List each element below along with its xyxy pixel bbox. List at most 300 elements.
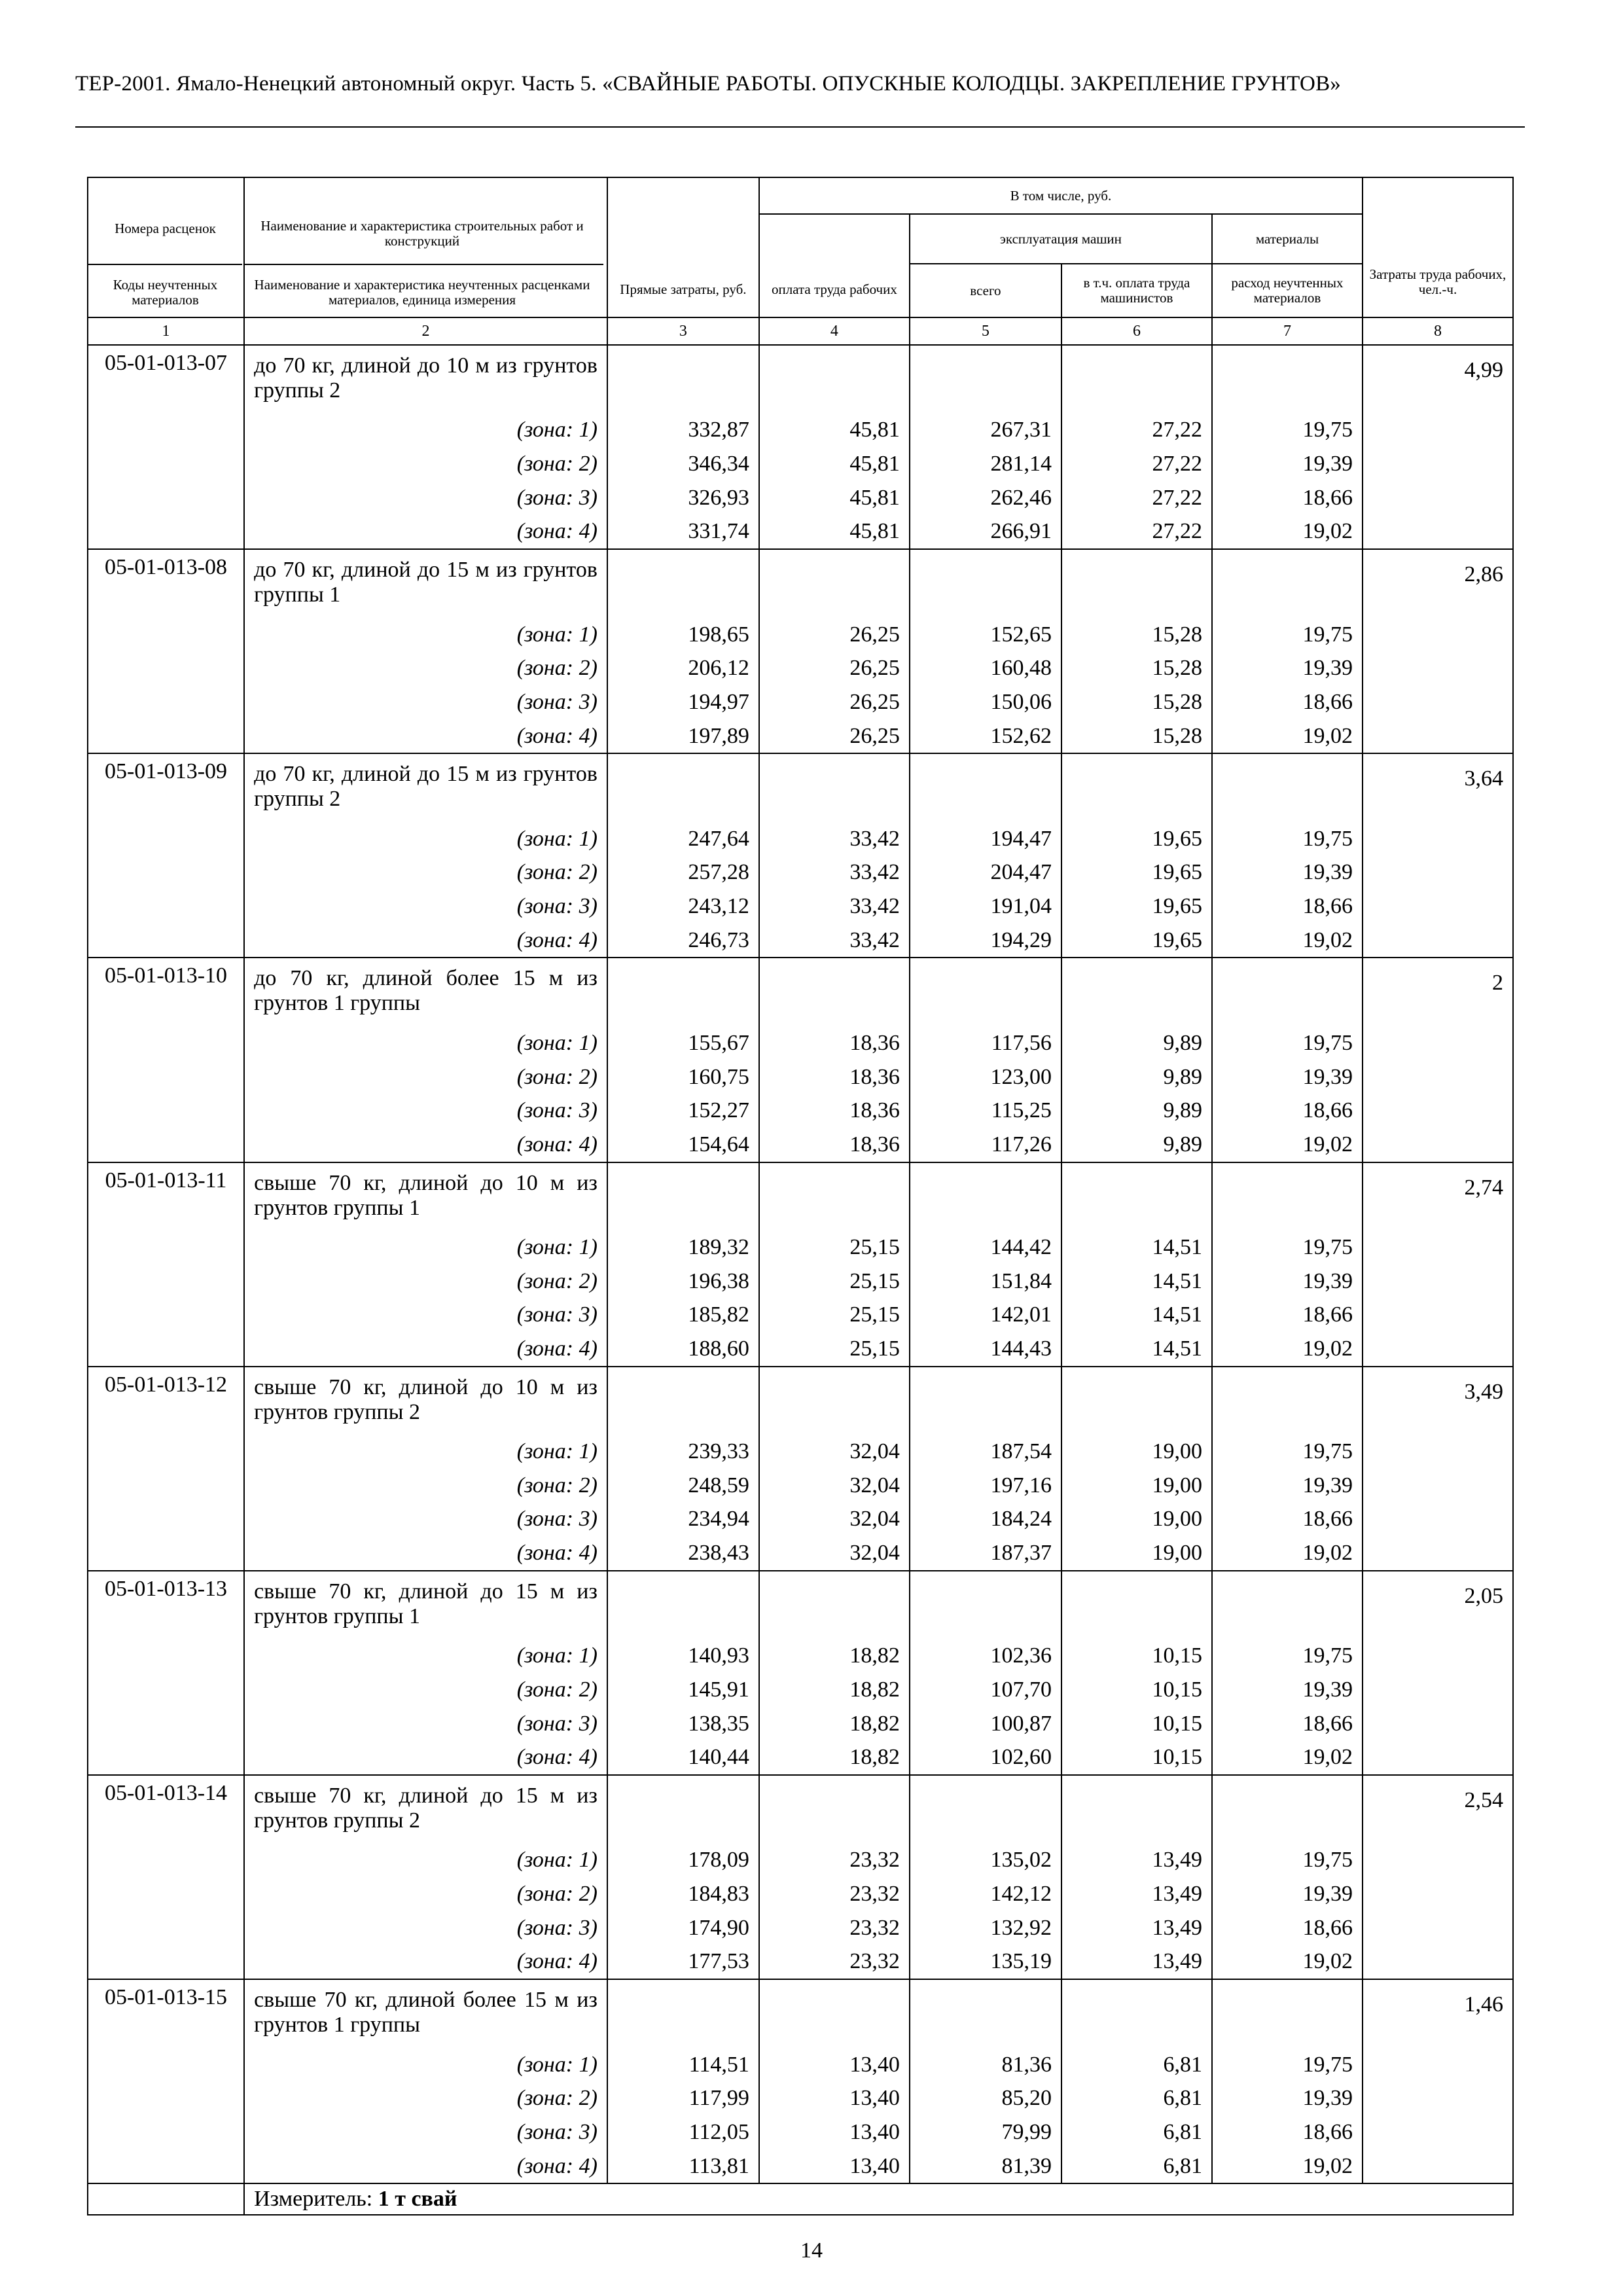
zone-label: (зона: 2) <box>516 452 597 476</box>
header-divider-col1 <box>88 264 242 265</box>
worker-wages-value: 23,32 <box>849 1882 900 1907</box>
zone-label: (зона: 1) <box>516 1848 597 1873</box>
operator-wages-value: 6,81 <box>1163 2119 1202 2144</box>
direct-cost-value: 346,34 <box>688 452 749 476</box>
labor-cost: 3,64 <box>1363 753 1513 958</box>
direct-cost-value: 239,33 <box>688 1439 749 1464</box>
rate-code: 05-01-013-09 <box>88 753 244 958</box>
worker-wages-value: 18,36 <box>849 1132 900 1157</box>
machine-cost-value: 115,25 <box>991 1098 1052 1123</box>
materials-cost-value: 19,39 <box>1302 2086 1353 2111</box>
labor-cost: 1,46 <box>1363 1979 1513 2183</box>
materials-cost-cell <box>1212 1162 1363 1367</box>
machine-cost-value: 191,04 <box>990 894 1052 919</box>
direct-cost-value: 257,28 <box>688 860 749 885</box>
machine-cost-value: 184,24 <box>990 1507 1052 1532</box>
zone-label: (зона: 2) <box>516 1677 597 1702</box>
machine-cost-value: 160,48 <box>990 656 1052 681</box>
machine-cost-value: 187,54 <box>990 1439 1052 1464</box>
direct-cost-value: 188,60 <box>688 1336 749 1361</box>
worker-wages-value: 18,36 <box>849 1098 900 1123</box>
worker-wages-value: 26,25 <box>849 656 900 681</box>
machine-cost-value: 204,47 <box>990 860 1052 885</box>
materials-cost-value: 19,75 <box>1302 1439 1353 1464</box>
worker-wages-value: 26,25 <box>849 689 900 714</box>
col-number: 3 <box>607 317 759 345</box>
direct-cost-cell <box>607 345 759 549</box>
col-number: 7 <box>1212 317 1363 345</box>
direct-cost-value: 140,93 <box>688 1643 749 1668</box>
rate-code: 05-01-013-12 <box>88 1367 244 1571</box>
zone-label: (зона: 4) <box>516 723 597 748</box>
zone-label: (зона: 4) <box>516 2153 597 2178</box>
operator-wages-value: 15,28 <box>1152 622 1202 647</box>
direct-cost-value: 247,64 <box>688 826 749 851</box>
materials-cost-value: 19,75 <box>1302 1848 1353 1873</box>
rate-code: 05-01-013-14 <box>88 1775 244 1979</box>
operator-wages-cell <box>1061 345 1212 549</box>
zone-label: (зона: 3) <box>516 1711 597 1736</box>
worker-wages-value: 13,40 <box>849 2153 900 2178</box>
rate-code: 05-01-013-11 <box>88 1162 244 1367</box>
worker-wages-value: 33,42 <box>849 826 900 851</box>
operator-wages-cell <box>1061 1979 1212 2183</box>
machine-cost-value: 81,36 <box>1001 2052 1052 2077</box>
work-description: до 70 кг, длиной более 15 м из грунтов 1 группы <box>254 966 597 1016</box>
zone-label: (зона: 1) <box>516 1439 597 1464</box>
direct-cost-value: 160,75 <box>688 1064 749 1089</box>
worker-wages-value: 13,40 <box>849 2052 900 2077</box>
machine-cost-value: 197,16 <box>990 1473 1052 1498</box>
operator-wages-value: 9,89 <box>1163 1030 1202 1055</box>
col-number: 4 <box>759 317 910 345</box>
machine-cost-cell <box>910 958 1061 1162</box>
document-header: ТЕР-2001. Ямало-Ненецкий автономный округ. Часть 5. «СВАЙНЫЕ РАБОТЫ. ОПУСКНЫЕ КОЛОДЦЫ. ЗАКРЕПЛЕНИЕ ГРУНТОВ» <box>75 72 1341 96</box>
materials-cost-value: 18,66 <box>1302 1507 1353 1532</box>
operator-wages-value: 13,49 <box>1152 1915 1202 1940</box>
zone-label: (зона: 4) <box>516 1745 597 1770</box>
price-table-body <box>88 345 1513 2183</box>
measurer-row <box>88 2183 1513 2215</box>
operator-wages-value: 10,15 <box>1152 1677 1202 1702</box>
worker-wages-value: 18,82 <box>849 1677 900 1702</box>
description-cell <box>244 1775 607 1979</box>
table-row <box>88 1162 1513 1367</box>
worker-wages-value: 18,82 <box>849 1711 900 1736</box>
machine-cost-value: 132,92 <box>990 1915 1052 1940</box>
worker-wages-value: 23,32 <box>849 1949 900 1974</box>
col2-header-top: Наименование и характеристика строительных работ и конструкций <box>260 218 584 249</box>
machine-cost-cell <box>910 549 1061 753</box>
machine-cost-cell <box>910 1775 1061 1979</box>
operator-wages-cell <box>1061 958 1212 1162</box>
col4-header: оплата труда рабочих <box>759 214 910 317</box>
zone-label: (зона: 1) <box>516 1643 597 1668</box>
col5-header: всего <box>910 264 1061 317</box>
materials-cost-value: 19,75 <box>1302 1643 1353 1668</box>
worker-wages-value: 45,81 <box>849 485 900 510</box>
worker-wages-value: 45,81 <box>849 519 900 544</box>
operator-wages-value: 15,28 <box>1152 656 1202 681</box>
direct-cost-value: 331,74 <box>688 519 749 544</box>
zone-label: (зона: 3) <box>516 2119 597 2144</box>
operator-wages-value: 19,65 <box>1152 894 1202 919</box>
materials-cost-value: 19,02 <box>1302 519 1353 544</box>
operator-wages-value: 19,65 <box>1152 826 1202 851</box>
worker-wages-value: 33,42 <box>849 860 900 885</box>
direct-cost-value: 326,93 <box>688 485 749 510</box>
work-description: свыше 70 кг, длиной до 10 м из грунтов группы 2 <box>254 1374 597 1424</box>
direct-cost-value: 113,81 <box>688 2153 749 2178</box>
col2-header-bottom: Наименование и характеристика неучтенных расценками материалов, единица измерения <box>254 277 590 308</box>
operator-wages-cell <box>1061 753 1212 958</box>
table-row <box>88 1775 1513 1979</box>
zone-label: (зона: 2) <box>516 656 597 681</box>
worker-wages-cell <box>759 1162 910 1367</box>
direct-cost-cell <box>607 1979 759 2183</box>
materials-cost-value: 18,66 <box>1302 1711 1353 1736</box>
col7-header: расход неучтенных материалов <box>1212 264 1363 317</box>
direct-cost-value: 152,27 <box>688 1098 749 1123</box>
materials-cost-value: 19,02 <box>1302 1132 1353 1157</box>
worker-wages-value: 25,15 <box>849 1336 900 1361</box>
worker-wages-value: 18,82 <box>849 1745 900 1770</box>
labor-cost: 4,99 <box>1363 345 1513 549</box>
rate-code: 05-01-013-15 <box>88 1979 244 2183</box>
zone-label: (зона: 1) <box>516 622 597 647</box>
direct-cost-value: 154,64 <box>688 1132 749 1157</box>
machine-cost-cell <box>910 1571 1061 1775</box>
direct-cost-value: 112,05 <box>688 2119 749 2144</box>
direct-cost-cell <box>607 753 759 958</box>
zone-label: (зона: 4) <box>516 1541 597 1566</box>
direct-cost-value: 332,87 <box>688 418 749 442</box>
operator-wages-value: 19,00 <box>1152 1507 1202 1532</box>
machine-cost-value: 142,12 <box>990 1882 1052 1907</box>
operator-wages-value: 6,81 <box>1163 2153 1202 2178</box>
machine-cost-value: 151,84 <box>990 1268 1052 1293</box>
materials-cost-value: 19,02 <box>1302 1745 1353 1770</box>
materials-cost-value: 19,02 <box>1302 927 1353 952</box>
operator-wages-value: 10,15 <box>1152 1745 1202 1770</box>
group-incl-header: В том числе, руб. <box>759 177 1363 214</box>
machine-cost-value: 85,20 <box>1001 2086 1052 2111</box>
materials-cost-cell <box>1212 1775 1363 1979</box>
materials-cost-value: 19,39 <box>1302 452 1353 476</box>
col-number: 5 <box>910 317 1061 345</box>
machine-cost-value: 100,87 <box>990 1711 1052 1736</box>
worker-wages-value: 26,25 <box>849 622 900 647</box>
machine-cost-value: 267,31 <box>990 418 1052 442</box>
materials-cost-value: 19,39 <box>1302 860 1353 885</box>
worker-wages-value: 33,42 <box>849 927 900 952</box>
worker-wages-value: 32,04 <box>849 1439 900 1464</box>
work-description: свыше 70 кг, длиной до 15 м из грунтов группы 1 <box>254 1579 597 1628</box>
materials-cost-value: 19,39 <box>1302 1473 1353 1498</box>
machine-cost-value: 194,29 <box>990 927 1052 952</box>
machine-cost-value: 262,46 <box>990 485 1052 510</box>
worker-wages-value: 26,25 <box>849 723 900 748</box>
zone-label: (зона: 2) <box>516 1882 597 1907</box>
zone-label: (зона: 4) <box>516 1336 597 1361</box>
machine-cost-value: 81,39 <box>1001 2153 1052 2178</box>
col1-header-top: Номера расценок <box>115 221 216 236</box>
materials-cost-value: 19,39 <box>1302 1677 1353 1702</box>
rate-code: 05-01-013-07 <box>88 345 244 549</box>
machine-cost-value: 123,00 <box>990 1064 1052 1089</box>
machine-cost-value: 266,91 <box>990 519 1052 544</box>
direct-cost-cell <box>607 549 759 753</box>
operator-wages-value: 9,89 <box>1163 1064 1202 1089</box>
worker-wages-cell <box>759 549 910 753</box>
zone-label: (зона: 3) <box>516 1098 597 1123</box>
worker-wages-value: 45,81 <box>849 418 900 442</box>
group-materials-header: материалы <box>1212 214 1363 264</box>
worker-wages-cell <box>759 1571 910 1775</box>
materials-cost-value: 19,39 <box>1302 1882 1353 1907</box>
operator-wages-cell <box>1061 1571 1212 1775</box>
operator-wages-value: 19,00 <box>1152 1439 1202 1464</box>
direct-cost-value: 238,43 <box>688 1541 749 1566</box>
worker-wages-value: 18,82 <box>849 1643 900 1668</box>
description-cell <box>244 345 607 549</box>
worker-wages-value: 23,32 <box>849 1915 900 1940</box>
materials-cost-cell <box>1212 1571 1363 1775</box>
machine-cost-value: 194,47 <box>990 826 1052 851</box>
measurer-label: Измеритель: <box>254 2187 373 2212</box>
operator-wages-value: 19,65 <box>1152 927 1202 952</box>
worker-wages-value: 25,15 <box>849 1234 900 1259</box>
zone-label: (зона: 2) <box>516 2086 597 2111</box>
machine-cost-value: 150,06 <box>990 689 1052 714</box>
operator-wages-cell <box>1061 1162 1212 1367</box>
machine-cost-value: 135,02 <box>990 1848 1052 1873</box>
table-row <box>88 1979 1513 2183</box>
machine-cost-value: 117,26 <box>991 1132 1052 1157</box>
header-rule <box>75 126 1525 128</box>
operator-wages-value: 14,51 <box>1152 1268 1202 1293</box>
worker-wages-cell <box>759 1775 910 1979</box>
direct-cost-value: 198,65 <box>688 622 749 647</box>
work-description: до 70 кг, длиной до 15 м из грунтов группы 2 <box>254 762 597 812</box>
materials-cost-cell <box>1212 345 1363 549</box>
worker-wages-cell <box>759 1979 910 2183</box>
operator-wages-value: 19,00 <box>1152 1541 1202 1566</box>
zone-label: (зона: 2) <box>516 1473 597 1498</box>
machine-cost-value: 144,42 <box>990 1234 1052 1259</box>
materials-cost-value: 18,66 <box>1302 1098 1353 1123</box>
materials-cost-value: 18,66 <box>1302 1302 1353 1327</box>
work-description: свыше 70 кг, длиной более 15 м из грунтов 1 группы <box>254 1988 597 2037</box>
machine-cost-value: 152,65 <box>990 622 1052 647</box>
materials-cost-value: 19,75 <box>1302 1234 1353 1259</box>
machine-cost-value: 107,70 <box>990 1677 1052 1702</box>
materials-cost-value: 19,75 <box>1302 2052 1353 2077</box>
table-row <box>88 753 1513 958</box>
description-cell <box>244 753 607 958</box>
zone-label: (зона: 1) <box>516 418 597 442</box>
direct-cost-value: 145,91 <box>688 1677 749 1702</box>
direct-cost-cell <box>607 1571 759 1775</box>
materials-cost-value: 19,75 <box>1302 826 1353 851</box>
measurer-value: 1 т свай <box>378 2187 457 2212</box>
operator-wages-value: 6,81 <box>1163 2086 1202 2111</box>
work-description: до 70 кг, длиной до 15 м из грунтов группы 1 <box>254 558 597 607</box>
col6-header: в т.ч. оплата труда машинистов <box>1061 264 1212 317</box>
operator-wages-cell <box>1061 549 1212 753</box>
direct-cost-value: 248,59 <box>688 1473 749 1498</box>
table-row <box>88 345 1513 549</box>
description-cell <box>244 1162 607 1367</box>
direct-cost-cell <box>607 958 759 1162</box>
table-row <box>88 549 1513 753</box>
operator-wages-value: 9,89 <box>1163 1132 1202 1157</box>
direct-cost-value: 114,51 <box>688 2052 749 2077</box>
materials-cost-value: 19,02 <box>1302 1949 1353 1974</box>
labor-cost: 2,86 <box>1363 549 1513 753</box>
zone-label: (зона: 2) <box>516 1064 597 1089</box>
operator-wages-value: 13,49 <box>1152 1848 1202 1873</box>
operator-wages-cell <box>1061 1775 1212 1979</box>
machine-cost-value: 135,19 <box>990 1949 1052 1974</box>
work-description: свыше 70 кг, длиной до 10 м из грунтов группы 1 <box>254 1170 597 1220</box>
worker-wages-value: 23,32 <box>849 1848 900 1873</box>
operator-wages-value: 10,15 <box>1152 1643 1202 1668</box>
direct-cost-value: 246,73 <box>688 927 749 952</box>
operator-wages-value: 27,22 <box>1152 452 1202 476</box>
machine-cost-value: 187,37 <box>990 1541 1052 1566</box>
materials-cost-value: 19,02 <box>1302 2153 1353 2178</box>
machine-cost-cell <box>910 753 1061 958</box>
operator-wages-value: 14,51 <box>1152 1336 1202 1361</box>
zone-label: (зона: 3) <box>516 894 597 919</box>
worker-wages-value: 13,40 <box>849 2086 900 2111</box>
header-divider-col2 <box>243 264 603 265</box>
materials-cost-value: 19,39 <box>1302 1064 1353 1089</box>
zone-label: (зона: 3) <box>516 1507 597 1532</box>
materials-cost-value: 18,66 <box>1302 689 1353 714</box>
materials-cost-value: 18,66 <box>1302 894 1353 919</box>
direct-cost-value: 234,94 <box>688 1507 749 1532</box>
labor-cost: 2,54 <box>1363 1775 1513 1979</box>
direct-cost-value: 184,83 <box>688 1882 749 1907</box>
zone-label: (зона: 3) <box>516 1915 597 1940</box>
direct-cost-cell <box>607 1367 759 1571</box>
worker-wages-value: 18,36 <box>849 1030 900 1055</box>
operator-wages-value: 10,15 <box>1152 1711 1202 1736</box>
materials-cost-value: 19,02 <box>1302 1541 1353 1566</box>
materials-cost-value: 18,66 <box>1302 1915 1353 1940</box>
zone-label: (зона: 3) <box>516 485 597 510</box>
labor-cost: 3,49 <box>1363 1367 1513 1571</box>
machine-cost-value: 152,62 <box>990 723 1052 748</box>
materials-cost-cell <box>1212 753 1363 958</box>
direct-cost-value: 177,53 <box>688 1949 749 1974</box>
machine-cost-value: 117,56 <box>991 1030 1052 1055</box>
col8-header: Затраты труда рабочих, чел.-ч. <box>1363 177 1513 317</box>
operator-wages-value: 19,65 <box>1152 860 1202 885</box>
zone-label: (зона: 2) <box>516 1268 597 1293</box>
table-row <box>88 1367 1513 1571</box>
operator-wages-cell <box>1061 1367 1212 1571</box>
materials-cost-value: 19,02 <box>1302 723 1353 748</box>
machine-cost-cell <box>910 1979 1061 2183</box>
materials-cost-value: 19,75 <box>1302 1030 1353 1055</box>
price-table <box>87 177 1514 2215</box>
zone-label: (зона: 4) <box>516 1949 597 1974</box>
page-number: 14 <box>800 2238 823 2263</box>
labor-cost: 2 <box>1363 958 1513 1162</box>
col-number: 2 <box>244 317 607 345</box>
worker-wages-value: 18,36 <box>849 1064 900 1089</box>
zone-label: (зона: 4) <box>516 519 597 544</box>
machine-cost-value: 102,60 <box>990 1745 1052 1770</box>
machine-cost-value: 79,99 <box>1001 2119 1052 2144</box>
operator-wages-value: 15,28 <box>1152 689 1202 714</box>
materials-cost-value: 19,39 <box>1302 1268 1353 1293</box>
zone-label: (зона: 4) <box>516 1132 597 1157</box>
operator-wages-value: 27,22 <box>1152 418 1202 442</box>
rate-code: 05-01-013-13 <box>88 1571 244 1775</box>
materials-cost-value: 19,39 <box>1302 656 1353 681</box>
rate-code: 05-01-013-08 <box>88 549 244 753</box>
col-number: 6 <box>1061 317 1212 345</box>
operator-wages-value: 13,49 <box>1152 1949 1202 1974</box>
direct-cost-value: 197,89 <box>688 723 749 748</box>
operator-wages-value: 9,89 <box>1163 1098 1202 1123</box>
operator-wages-value: 19,00 <box>1152 1473 1202 1498</box>
operator-wages-value: 14,51 <box>1152 1302 1202 1327</box>
direct-cost-cell <box>607 1162 759 1367</box>
col-number: 8 <box>1363 317 1513 345</box>
machine-cost-value: 142,01 <box>990 1302 1052 1327</box>
direct-cost-value: 194,97 <box>688 689 749 714</box>
zone-label: (зона: 4) <box>516 927 597 952</box>
worker-wages-value: 32,04 <box>849 1541 900 1566</box>
zone-label: (зона: 1) <box>516 1030 597 1055</box>
machine-cost-cell <box>910 345 1061 549</box>
direct-cost-value: 206,12 <box>688 656 749 681</box>
direct-cost-value: 189,32 <box>688 1234 749 1259</box>
machine-cost-value: 281,14 <box>990 452 1052 476</box>
direct-cost-value: 178,09 <box>688 1848 749 1873</box>
operator-wages-value: 27,22 <box>1152 485 1202 510</box>
materials-cost-cell <box>1212 958 1363 1162</box>
direct-cost-value: 196,38 <box>688 1268 749 1293</box>
direct-cost-value: 185,82 <box>688 1302 749 1327</box>
worker-wages-value: 32,04 <box>849 1473 900 1498</box>
materials-cost-value: 18,66 <box>1302 485 1353 510</box>
operator-wages-value: 13,49 <box>1152 1882 1202 1907</box>
worker-wages-cell <box>759 345 910 549</box>
direct-cost-value: 117,99 <box>688 2086 749 2111</box>
zone-label: (зона: 3) <box>516 1302 597 1327</box>
worker-wages-value: 33,42 <box>849 894 900 919</box>
labor-cost: 2,74 <box>1363 1162 1513 1367</box>
materials-cost-cell <box>1212 1979 1363 2183</box>
col3-header: Прямые затраты, руб. <box>607 177 759 317</box>
work-description: свыше 70 кг, длиной до 15 м из грунтов группы 2 <box>254 1783 597 1833</box>
description-cell <box>244 549 607 753</box>
zone-label: (зона: 3) <box>516 689 597 714</box>
group-machines-header: эксплуатация машин <box>910 214 1212 264</box>
operator-wages-value: 6,81 <box>1163 2052 1202 2077</box>
direct-cost-value: 243,12 <box>688 894 749 919</box>
worker-wages-cell <box>759 958 910 1162</box>
machine-cost-value: 144,43 <box>990 1336 1052 1361</box>
direct-cost-value: 155,67 <box>688 1030 749 1055</box>
description-cell <box>244 1979 607 2183</box>
